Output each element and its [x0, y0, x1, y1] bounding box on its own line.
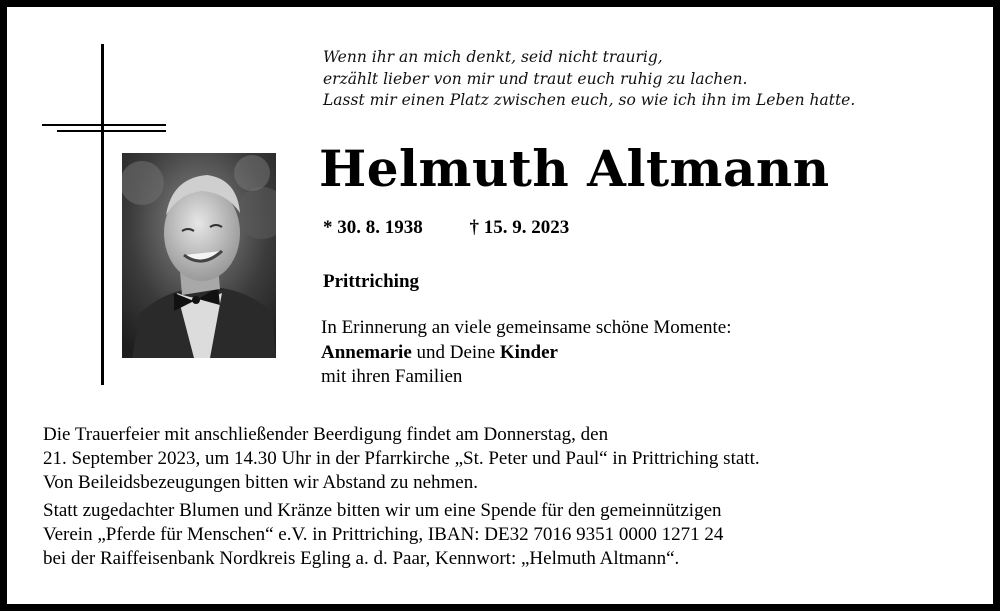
- death-date: † 15. 9. 2023: [469, 217, 570, 238]
- obituary-card: [7, 7, 993, 604]
- families-line: mit ihren Familien: [321, 366, 463, 387]
- cross-horizontal-bar: [42, 124, 166, 126]
- donation-line: Verein „Pferde für Menschen“ e.V. in Prittriching, IBAN: DE32 7016 9351 0000 1271 24: [43, 524, 724, 545]
- poem: [323, 47, 855, 112]
- portrait-photo: [122, 153, 276, 358]
- funeral-info: [43, 423, 760, 571]
- poem-line: erzählt lieber von mir und traut euch ruhig zu lachen.: [323, 69, 748, 88]
- donation-line: bei der Raiffeisenbank Nordkreis Egling a. d. Paar, Kennwort: „Helmuth Altmann“.: [43, 548, 680, 569]
- mourners-line: [321, 341, 731, 366]
- funeral-line: Die Trauerfeier mit anschließender Beerdigung findet am Donnerstag, den: [43, 424, 609, 445]
- life-dates: [323, 217, 569, 239]
- poem-line: Lasst mir einen Platz zwischen euch, so wie ich ihn im Leben hatte.: [323, 91, 856, 109]
- cross-horizontal-bar: [57, 130, 166, 132]
- funeral-line: 21. September 2023, um 14.30 Uhr in der Pfarrkirche „St. Peter und Paul“ in Prittriching statt.: [43, 448, 760, 469]
- mourners-section: [321, 316, 731, 390]
- portrait-image: [122, 153, 276, 358]
- memory-line: In Erinnerung an viele gemeinsame schöne Momente:: [321, 317, 732, 338]
- mourner-name: Kinder: [499, 341, 558, 363]
- cross-vertical-bar: [101, 44, 104, 385]
- hometown: Prittriching: [323, 271, 420, 292]
- donation-info: [43, 499, 760, 571]
- donation-line: Statt zugedachter Blumen und Kränze bitten wir um eine Spende für den gemeinnützigen: [43, 500, 722, 521]
- mourner-name: Annemarie: [321, 341, 412, 363]
- funeral-line: Von Beileidsbezeugungen bitten wir Abstand zu nehmen.: [43, 472, 478, 493]
- birth-date: * 30. 8. 1938: [323, 217, 423, 238]
- mourners-connector: und Deine: [411, 341, 500, 363]
- poem-line: Wenn ihr an mich denkt, seid nicht traurig,: [323, 48, 663, 66]
- deceased-name: Helmuth Altmann: [319, 139, 830, 198]
